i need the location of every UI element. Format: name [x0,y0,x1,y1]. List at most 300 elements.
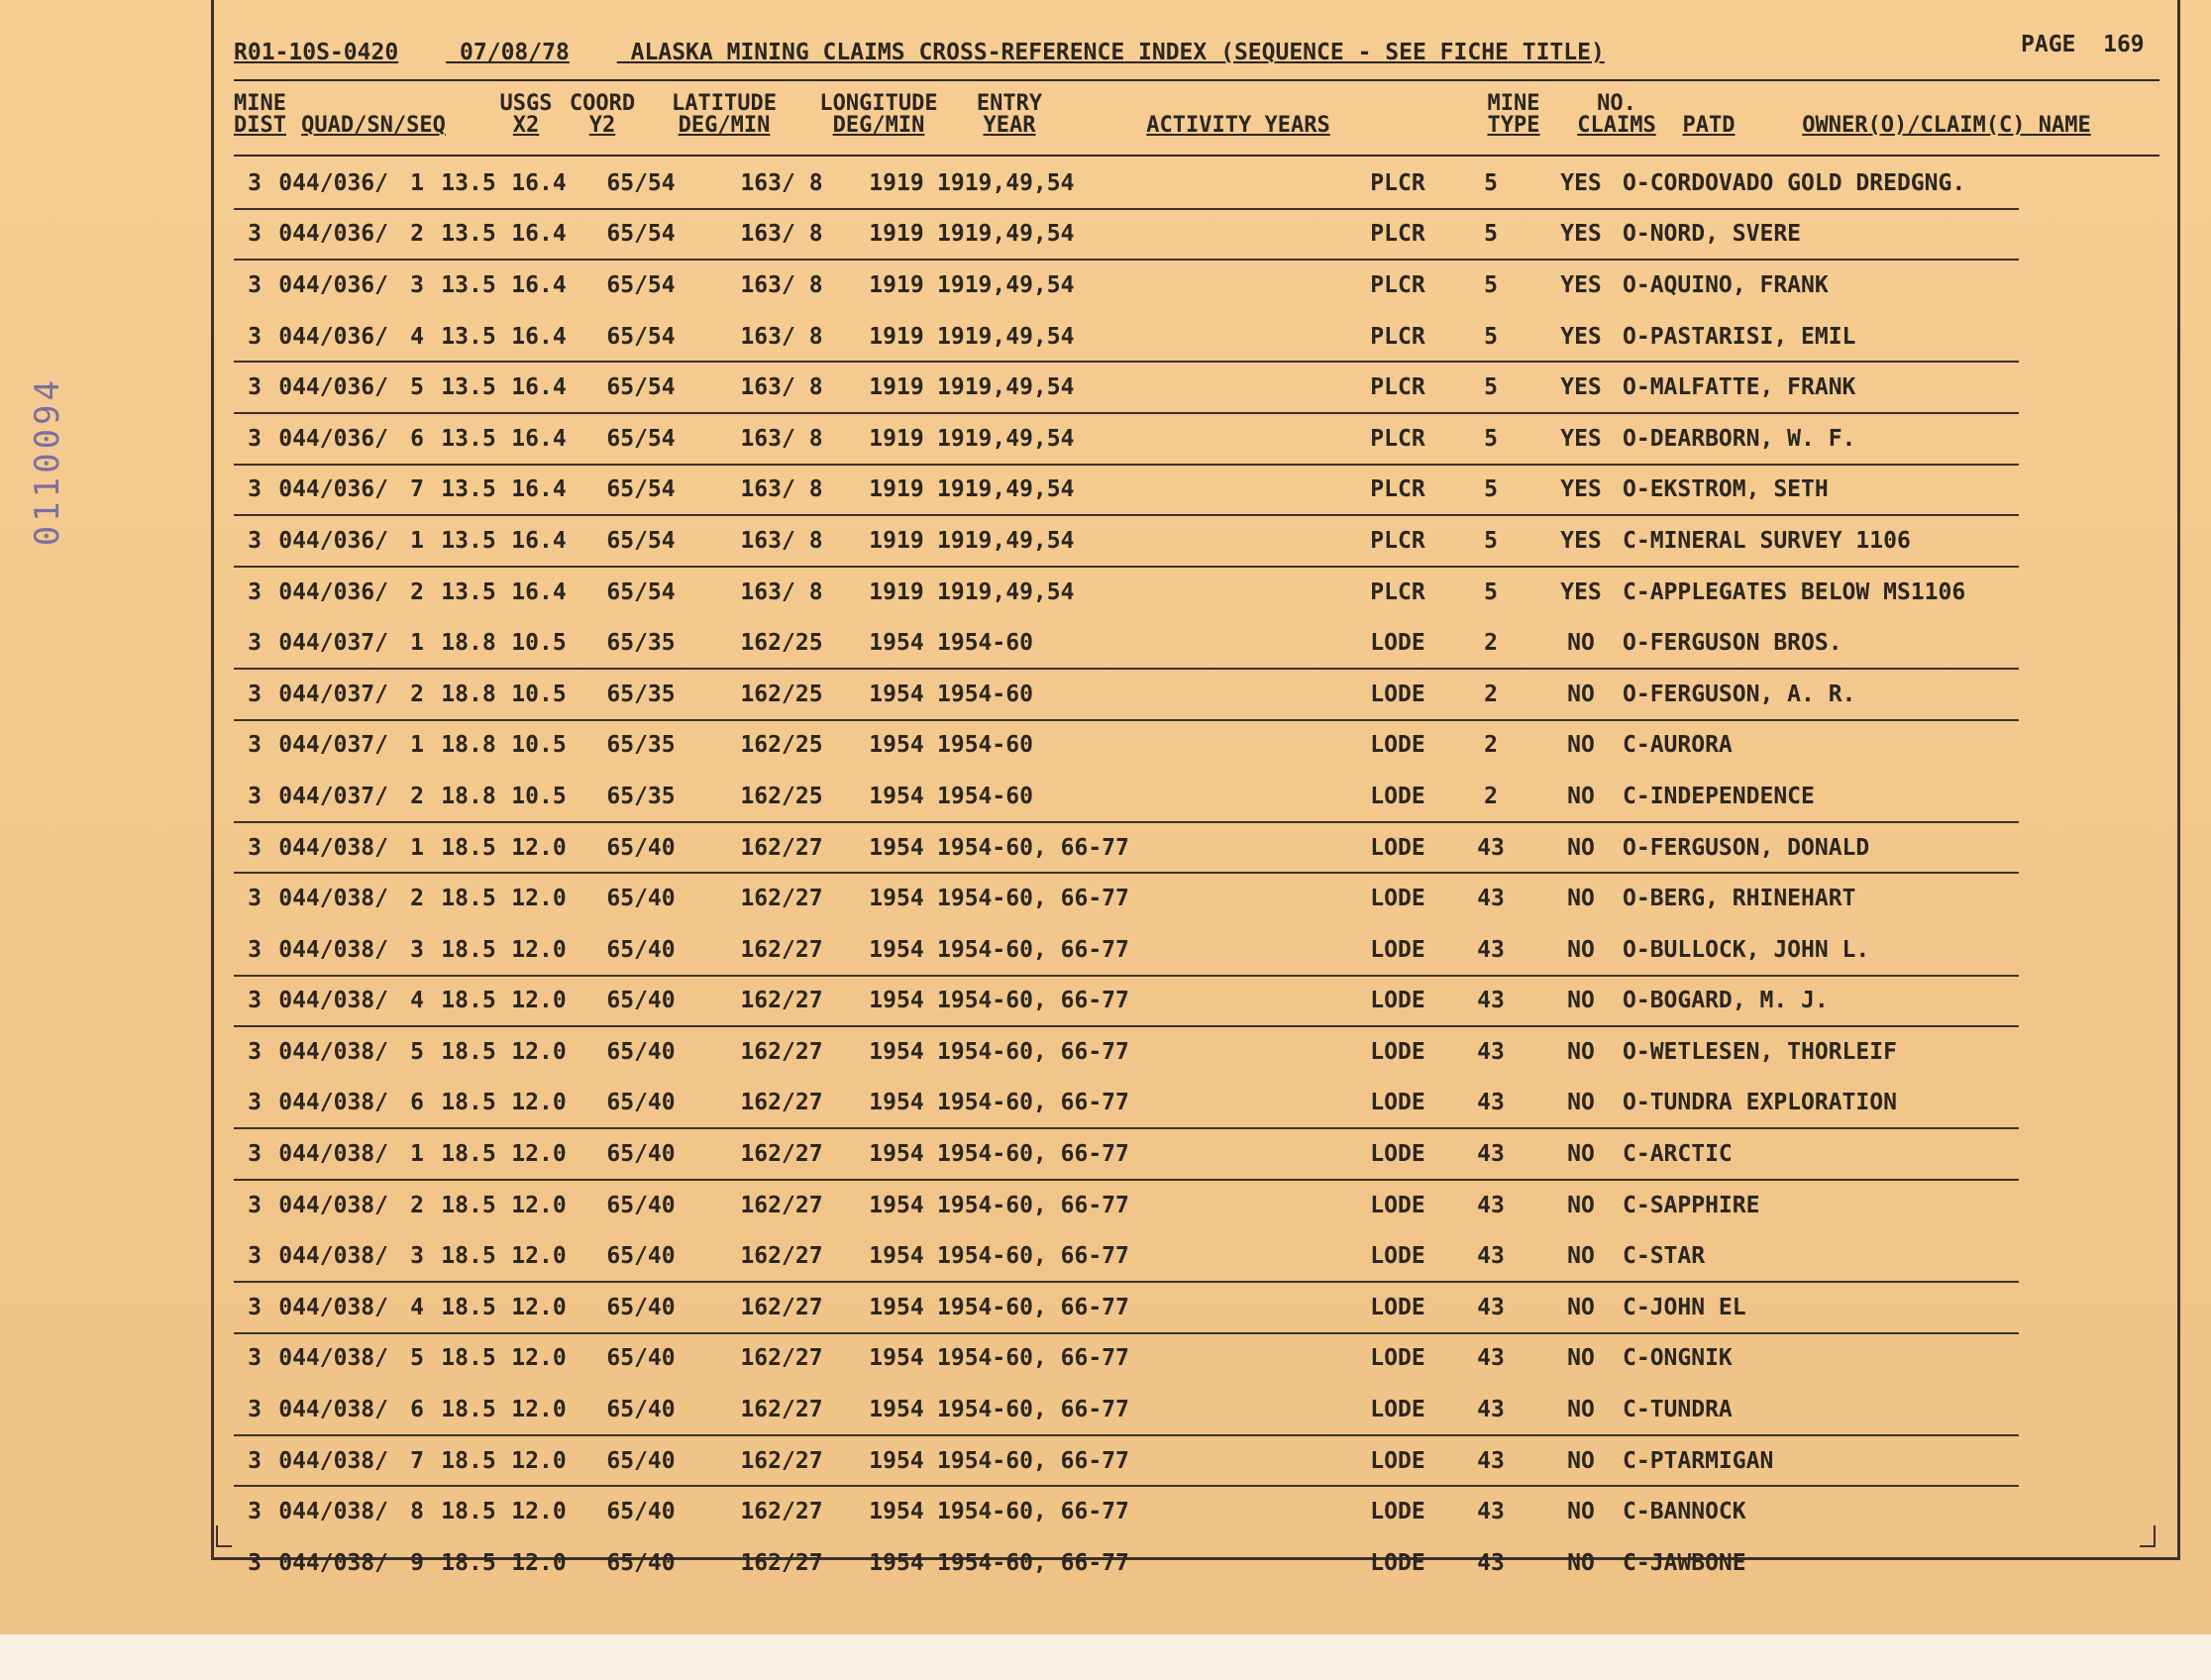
claims-cell: 43 [1442,924,1539,976]
latitude-cell: 65/40 [575,822,707,874]
owner-claim-name-cell: C-JOHN EL [1623,1282,2019,1333]
activity-years-cell: 1954-60, 66-77 [937,886,1129,912]
mine-dist-cell: 3 [234,976,275,1027]
quad-cell: 044/037/ [275,617,388,669]
patd-cell: NO [1539,924,1623,976]
claims-cell: 43 [1477,1345,1505,1372]
mine-dist-cell: 3 [234,924,275,976]
owner-claim-name-cell: C-TUNDRA [1623,1384,2019,1435]
entry-year-cell: 1919 [869,578,924,605]
mine-dist-cell: 3 [248,1549,262,1576]
latitude-cell: 65/35 [606,732,676,759]
mine-dist-cell: 3 [234,158,275,209]
activity-years-cell: 1954-60, 66-77 [937,976,1353,1027]
patd-cell: NO [1567,1549,1595,1576]
owner-claim-name-cell: C-AURORA [1623,732,1733,759]
owner-claim-name-cell: O-MALFATTE, FRANK [1623,362,2019,413]
patd-cell: NO [1539,1230,1623,1282]
longitude-cell: 162/27 [707,1128,856,1180]
quad-cell: 044/037/ [275,771,388,822]
mine-type-cell: LODE [1370,1345,1425,1372]
table-row [234,617,2019,669]
claims-cell: 43 [1442,822,1539,874]
quad-cell: 044/036/ [278,578,388,605]
mine-dist-cell: 3 [234,1128,275,1180]
usgs-x2-cell: 18.8 [434,617,503,669]
patd-cell: NO [1539,822,1623,874]
activity-years-cell: 1954-60, 66-77 [937,1499,1129,1525]
latitude-cell: 65/54 [606,578,676,605]
mine-type-cell: LODE [1353,1435,1442,1487]
table-row [234,976,2019,1027]
mine-dist-cell: 3 [248,732,262,759]
seq-cell: 4 [388,976,434,1027]
mine-dist-cell: 3 [234,465,275,516]
claims-cell: 43 [1477,886,1505,912]
usgs-x2-cell: 18.5 [441,886,496,912]
seq-cell: 1 [388,822,434,874]
mine-dist-cell: 3 [234,209,275,261]
latitude-cell: 65/40 [575,1078,707,1129]
patd-cell: NO [1539,771,1623,822]
claims-cell: 43 [1442,1282,1539,1333]
column-header-rule [234,155,2159,157]
col-header-usgs-x2: USGS X2 [499,91,553,138]
patd-cell: NO [1539,1078,1623,1129]
latitude-cell: 65/35 [575,669,707,720]
latitude-cell: 65/54 [575,413,707,465]
entry-year-cell: 1954 [869,1549,924,1576]
usgs-x2-cell: 18.5 [441,1038,496,1065]
owner-claim-name-cell: O-TUNDRA EXPLORATION [1623,1078,2019,1129]
mine-type-cell: LODE [1353,1282,1442,1333]
corner-mark-left [216,1525,232,1547]
longitude-cell: 162/27 [707,1230,856,1282]
entry-year-cell: 1954 [869,1499,924,1525]
patd-cell: NO [1567,1038,1595,1065]
coord-y2-cell: 16.4 [503,209,575,261]
claims-cell: 5 [1442,465,1539,516]
owner-claim-name-cell: O-BOGARD, M. J. [1623,976,2019,1027]
col-header-claims: NO. CLAIMS [1577,91,1656,138]
claims-cell: 43 [1442,1078,1539,1129]
longitude-cell: 162/27 [740,1549,823,1576]
table-row [234,873,2019,924]
claims-cell: 43 [1442,1435,1539,1487]
latitude-cell: 65/40 [606,1038,676,1065]
coord-y2-cell: 12.0 [503,1282,575,1333]
latitude-cell: 65/54 [575,515,707,567]
latitude-cell: 65/35 [575,771,707,822]
latitude-cell: 65/40 [606,1549,676,1576]
coord-y2-cell: 12.0 [503,1384,575,1435]
mine-type-cell: PLCR [1353,209,1442,261]
quad-cell: 044/038/ [278,1192,388,1218]
activity-years-cell: 1954-60, 66-77 [937,1345,1129,1372]
table-row [234,1537,2019,1589]
latitude-cell: 65/40 [606,1499,676,1525]
table-row [234,1333,2019,1385]
longitude-cell: 163/ 8 [707,465,856,516]
activity-years-cell: 1954-60, 66-77 [937,1192,1129,1218]
mine-type-cell: LODE [1353,1384,1442,1435]
activity-years-cell: 1919,49,54 [937,209,1353,261]
report-id: R01-10S-0420 [234,40,399,65]
longitude-cell: 163/ 8 [740,271,823,298]
patd-cell: YES [1539,311,1623,363]
entry-year-cell: 1954 [869,886,924,912]
activity-years-cell: 1954-60, 66-77 [937,1038,1129,1065]
longitude-cell: 162/27 [707,822,856,874]
usgs-x2-cell: 18.8 [434,771,503,822]
quad-cell: 044/038/ [275,1435,388,1487]
owner-claim-name-cell: C-ONGNIK [1623,1345,1733,1372]
mine-dist-cell: 3 [248,1192,262,1218]
claims-table [234,158,2019,1590]
activity-years-cell: 1919,49,54 [937,271,1075,298]
mine-type-cell: LODE [1353,771,1442,822]
claims-cell: 2 [1484,732,1498,759]
latitude-cell: 65/40 [575,924,707,976]
quad-cell: 044/038/ [275,822,388,874]
mine-type-cell: PLCR [1353,158,1442,209]
quad-cell: 044/037/ [278,732,388,759]
owner-claim-name-cell: O-FERGUSON, DONALD [1623,822,2019,874]
patd-cell: NO [1539,1384,1623,1435]
latitude-cell: 65/54 [606,271,676,298]
entry-year-cell: 1954 [856,1078,937,1129]
usgs-x2-cell: 18.5 [434,1435,503,1487]
table-row [234,669,2019,720]
table-row [234,260,2019,311]
report-title: ALASKA MINING CLAIMS CROSS-REFERENCE INDEX (SEQUENCE - SEE FICHE TITLE) [630,40,1605,65]
activity-years-cell: 1954-60, 66-77 [937,1128,1353,1180]
owner-claim-name-cell: O-FERGUSON BROS. [1623,617,2019,669]
patd-cell: NO [1567,1192,1595,1218]
usgs-x2-cell: 13.5 [434,209,503,261]
quad-cell: 044/036/ [275,311,388,363]
page-bottom-margin [0,1634,2211,1680]
patd-cell: YES [1539,209,1623,261]
quad-cell: 044/038/ [275,976,388,1027]
latitude-cell: 65/40 [575,1282,707,1333]
seq-cell: 1 [388,158,434,209]
mine-dist-cell: 3 [248,578,262,605]
table-row [234,1180,2019,1231]
owner-claim-name-cell: O-EKSTROM, SETH [1623,465,2019,516]
claims-cell: 2 [1442,771,1539,822]
claims-cell: 5 [1442,158,1539,209]
owner-claim-name-cell: O-AQUINO, FRANK [1623,271,1829,298]
longitude-cell: 162/27 [707,924,856,976]
owner-claim-name-cell: O-WETLESEN, THORLEIF [1623,1038,1897,1065]
coord-y2-cell: 12.0 [503,1128,575,1180]
claims-cell: 2 [1442,617,1539,669]
longitude-cell: 163/ 8 [707,515,856,567]
mine-type-cell: PLCR [1353,515,1442,567]
activity-years-cell: 1919,49,54 [937,158,1353,209]
coord-y2-cell: 16.4 [503,311,575,363]
table-row [234,362,2019,413]
claims-cell: 2 [1442,669,1539,720]
entry-year-cell: 1919 [856,311,937,363]
owner-claim-name-cell: O-CORDOVADO GOLD DREDGNG. [1623,158,2019,209]
quad-cell: 044/036/ [275,209,388,261]
latitude-cell: 65/40 [575,1384,707,1435]
mine-dist-cell: 3 [234,1282,275,1333]
longitude-cell: 162/27 [707,976,856,1027]
seq-cell: 3 [410,271,424,298]
patd-cell: NO [1539,669,1623,720]
patd-cell: YES [1539,413,1623,465]
mine-type-cell: PLCR [1353,362,1442,413]
longitude-cell: 163/ 8 [740,578,823,605]
usgs-x2-cell: 18.5 [441,1192,496,1218]
coord-y2-cell: 12.0 [511,1192,567,1218]
col-header-coord-y2: COORD Y2 [569,91,636,138]
quad-cell: 044/038/ [275,1384,388,1435]
activity-years-cell: 1954-60 [937,617,1353,669]
quad-cell: 044/036/ [275,515,388,567]
seq-cell: 1 [410,732,424,759]
mine-dist-cell: 3 [234,1384,275,1435]
mine-type-cell: PLCR [1370,271,1425,298]
side-stamp: 0110094 [28,376,67,547]
longitude-cell: 163/ 8 [707,311,856,363]
table-row [234,924,2019,976]
usgs-x2-cell: 13.5 [434,515,503,567]
usgs-x2-cell: 18.8 [434,669,503,720]
table-row [234,822,2019,874]
mine-type-cell: LODE [1353,669,1442,720]
claims-cell: 43 [1442,976,1539,1027]
coord-y2-cell: 16.4 [503,515,575,567]
table-row [234,1486,2019,1537]
coord-y2-cell: 12.0 [511,1499,567,1525]
mine-dist-cell: 3 [234,311,275,363]
table-row [234,1128,2019,1180]
quad-cell: 044/036/ [275,362,388,413]
report-date: 07/08/78 [460,40,570,65]
mine-dist-cell: 3 [234,771,275,822]
entry-year-cell: 1919 [856,158,937,209]
entry-year-cell: 1954 [856,1435,937,1487]
coord-y2-cell: 16.4 [503,465,575,516]
owner-claim-name-cell: C-PTARMIGAN [1623,1435,2019,1487]
owner-claim-name-cell: C-BANNOCK [1623,1499,1746,1525]
usgs-x2-cell: 13.5 [441,578,496,605]
mine-type-cell: LODE [1353,1128,1442,1180]
patd-cell: NO [1567,1499,1595,1525]
entry-year-cell: 1954 [869,1192,924,1218]
owner-claim-name-cell: O-FERGUSON, A. R. [1623,669,2019,720]
mine-type-cell: LODE [1370,1192,1425,1218]
activity-years-cell: 1919,49,54 [937,311,1353,363]
seq-cell: 5 [410,1345,424,1372]
usgs-x2-cell: 18.5 [441,1499,496,1525]
entry-year-cell: 1954 [856,822,937,874]
mine-type-cell: PLCR [1353,465,1442,516]
report-header [234,40,1720,65]
longitude-cell: 163/ 8 [707,158,856,209]
table-row [234,209,2019,261]
entry-year-cell: 1954 [856,1384,937,1435]
longitude-cell: 162/27 [740,886,823,912]
usgs-x2-cell: 13.5 [434,413,503,465]
mine-type-cell: PLCR [1370,578,1425,605]
table-row [234,1282,2019,1333]
usgs-x2-cell: 18.5 [434,1282,503,1333]
table-row [234,720,2019,772]
claims-cell: 43 [1442,1384,1539,1435]
coord-y2-cell: 12.0 [503,1230,575,1282]
seq-cell: 6 [388,1078,434,1129]
usgs-x2-cell: 13.5 [434,465,503,516]
corner-mark-right [2140,1525,2156,1547]
patd-cell: NO [1567,886,1595,912]
latitude-cell: 65/40 [575,1435,707,1487]
usgs-x2-cell: 13.5 [441,271,496,298]
patd-cell: NO [1567,732,1595,759]
usgs-x2-cell: 18.5 [434,1078,503,1129]
entry-year-cell: 1919 [856,515,937,567]
coord-y2-cell: 10.5 [503,617,575,669]
longitude-cell: 162/25 [707,771,856,822]
col-header-owner: OWNER(O)/CLAIM(C) NAME [1802,113,2091,138]
coord-y2-cell: 12.0 [511,886,567,912]
entry-year-cell: 1919 [856,209,937,261]
mine-dist-cell: 3 [234,669,275,720]
coord-y2-cell: 16.4 [503,362,575,413]
longitude-cell: 162/27 [707,1078,856,1129]
seq-cell: 2 [388,771,434,822]
latitude-cell: 65/54 [575,311,707,363]
table-row [234,158,2019,209]
col-header-mine-dist: MINE DIST [234,91,286,138]
usgs-x2-cell: 18.5 [434,924,503,976]
coord-y2-cell: 12.0 [511,1345,567,1372]
table-row [234,1384,2019,1435]
owner-claim-name-cell: C-ARCTIC [1623,1128,2019,1180]
longitude-cell: 162/25 [740,732,823,759]
usgs-x2-cell: 18.5 [434,1128,503,1180]
longitude-cell: 162/27 [707,1282,856,1333]
page-number-value: 169 [2103,32,2145,57]
patd-cell: NO [1539,1128,1623,1180]
entry-year-cell: 1954 [856,1230,937,1282]
longitude-cell: 162/25 [707,617,856,669]
quad-cell: 044/038/ [278,1345,388,1372]
usgs-x2-cell: 13.5 [434,362,503,413]
coord-y2-cell: 10.5 [503,771,575,822]
longitude-cell: 163/ 8 [707,413,856,465]
mine-type-cell: LODE [1353,924,1442,976]
latitude-cell: 65/40 [606,1192,676,1218]
patd-cell: NO [1567,1345,1595,1372]
claims-cell: 43 [1442,1128,1539,1180]
usgs-x2-cell: 18.5 [434,1230,503,1282]
col-header-activity-years: ACTIVITY YEARS [1146,113,1330,138]
table-row [234,465,2019,516]
patd-cell: YES [1539,515,1623,567]
claims-cell: 43 [1442,1230,1539,1282]
coord-y2-cell: 12.0 [511,1549,567,1576]
claims-cell: 5 [1484,578,1498,605]
quad-cell: 044/038/ [275,1078,388,1129]
seq-cell: 8 [410,1499,424,1525]
owner-claim-name-cell: C-JAWBONE [1623,1549,1746,1576]
entry-year-cell: 1919 [856,413,937,465]
coord-y2-cell: 16.4 [511,271,567,298]
entry-year-cell: 1919 [856,362,937,413]
seq-cell: 4 [388,1282,434,1333]
mine-dist-cell: 3 [234,1078,275,1129]
latitude-cell: 65/35 [575,617,707,669]
usgs-x2-cell: 18.8 [441,732,496,759]
usgs-x2-cell: 18.5 [434,976,503,1027]
activity-years-cell: 1954-60, 66-77 [937,822,1353,874]
table-row [234,567,2019,618]
mine-type-cell: LODE [1353,1078,1442,1129]
quad-cell: 044/036/ [275,158,388,209]
activity-years-cell: 1954-60, 66-77 [937,1549,1129,1576]
patd-cell: YES [1539,362,1623,413]
coord-y2-cell: 16.4 [503,413,575,465]
patd-cell: NO [1539,1282,1623,1333]
mine-dist-cell: 3 [234,1230,275,1282]
page-number [2021,32,2145,57]
seq-cell: 2 [388,209,434,261]
owner-claim-name-cell: O-DEARBORN, W. F. [1623,413,2019,465]
mine-dist-cell: 3 [234,617,275,669]
mine-dist-cell: 3 [234,362,275,413]
mine-type-cell: PLCR [1353,413,1442,465]
page-label: PAGE [2021,32,2076,57]
longitude-cell: 163/ 8 [707,362,856,413]
owner-claim-name-cell: C-APPLEGATES BELOW MS1106 [1623,578,1966,605]
owner-claim-name-cell: C-SAPPHIRE [1623,1192,1760,1218]
quad-cell: 044/038/ [275,1128,388,1180]
seq-cell: 3 [388,924,434,976]
patd-cell: NO [1539,1435,1623,1487]
usgs-x2-cell: 18.5 [434,822,503,874]
activity-years-cell: 1919,49,54 [937,515,1353,567]
claims-cell: 5 [1442,413,1539,465]
usgs-x2-cell: 18.5 [434,1384,503,1435]
activity-years-cell: 1954-60 [937,771,1353,822]
usgs-x2-cell: 18.5 [441,1345,496,1372]
coord-y2-cell: 12.0 [503,822,575,874]
seq-cell: 5 [410,1038,424,1065]
coord-y2-cell: 12.0 [503,976,575,1027]
entry-year-cell: 1954 [856,771,937,822]
activity-years-cell: 1954-60 [937,669,1353,720]
latitude-cell: 65/54 [575,158,707,209]
seq-cell: 2 [388,669,434,720]
owner-claim-name-cell: C-INDEPENDENCE [1623,771,2019,822]
mine-type-cell: LODE [1353,1230,1442,1282]
owner-claim-name-cell: O-NORD, SVERE [1623,209,2019,261]
owner-claim-name-cell: O-BULLOCK, JOHN L. [1623,924,2019,976]
mine-dist-cell: 3 [248,1499,262,1525]
longitude-cell: 162/27 [740,1499,823,1525]
coord-y2-cell: 16.4 [511,578,567,605]
entry-year-cell: 1954 [856,976,937,1027]
quad-cell: 044/038/ [275,924,388,976]
owner-claim-name-cell: O-BERG, RHINEHART [1623,886,1856,912]
mine-type-cell: LODE [1370,1038,1425,1065]
patd-cell: NO [1539,617,1623,669]
